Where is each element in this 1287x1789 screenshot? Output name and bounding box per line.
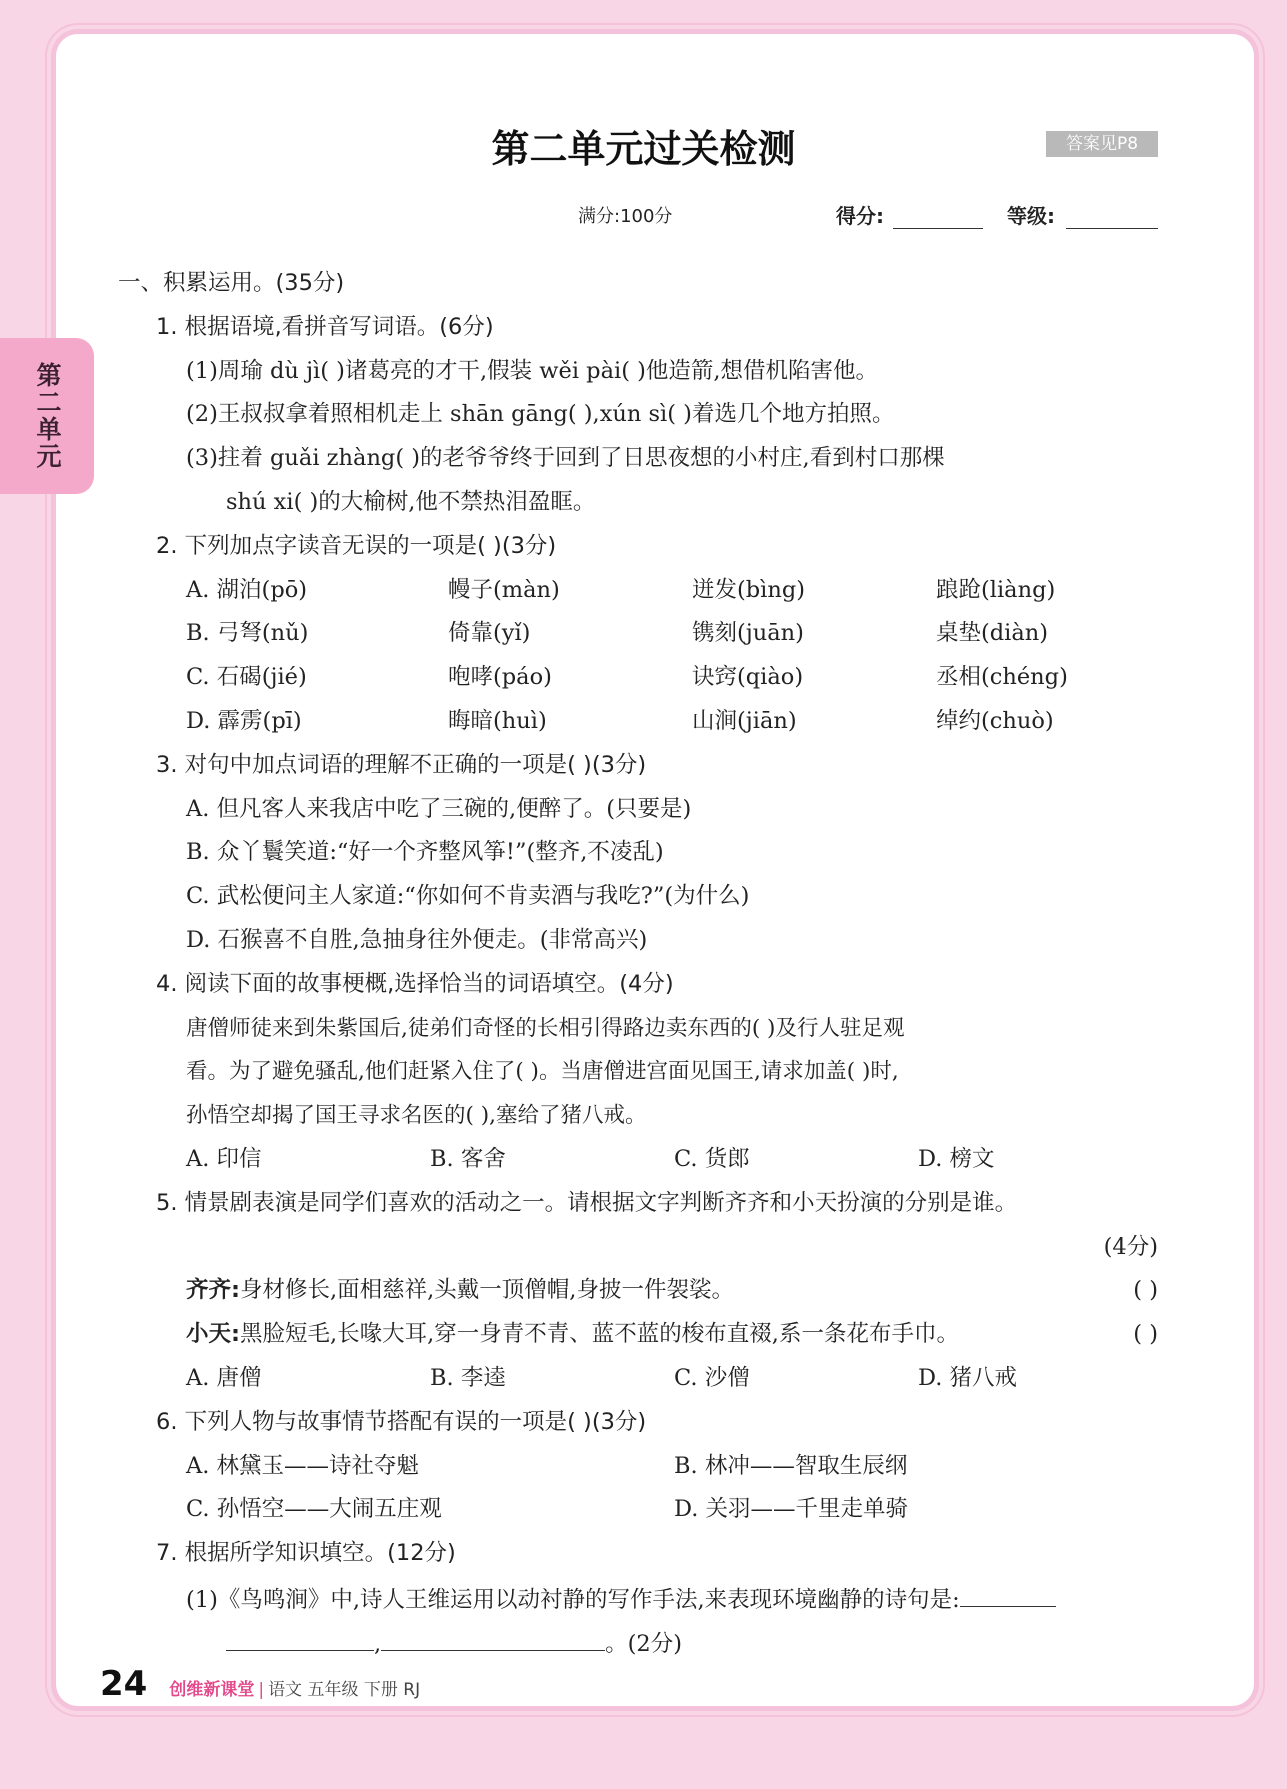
question-1-line: (1)周瑜 dù jì( )诸葛亮的才干,假装 wěi pài( )他造箭,想借机陷害他。 xyxy=(186,357,879,384)
question-6-option-row xyxy=(118,1488,1158,1532)
question-2-option-row xyxy=(118,569,1158,613)
option-cell: C. 货郎 xyxy=(674,1145,750,1172)
question-4-options xyxy=(118,1138,1158,1182)
score-row xyxy=(0,200,1287,234)
option-cell: D. 关羽——千里走单骑 xyxy=(674,1496,909,1523)
question-5-qiqi-row xyxy=(118,1269,1158,1313)
footer-separator: | xyxy=(258,1680,265,1700)
question-2-option-row xyxy=(118,612,1158,656)
question-2-option-row xyxy=(118,700,1158,744)
answer-blank[interactable] xyxy=(226,1620,374,1651)
option-cell: 诀窍(qiào) xyxy=(692,664,804,691)
option-cell: 倚靠(yǐ) xyxy=(448,620,531,647)
question-1-line: (3)拄着 guǎi zhàng( )的老爷爷终于回到了日思夜想的小村庄,看到村口那棵 xyxy=(186,445,945,472)
option-cell: A. 林黛玉——诗社夺魁 xyxy=(186,1452,420,1479)
question-3-option: C. 武松便问主人家道:“你如何不肯卖酒与我吃?”(为什么) xyxy=(186,883,750,910)
qiqi-label: 齐齐: xyxy=(186,1277,240,1304)
option-cell: D. 霹雳(pī) xyxy=(186,707,302,734)
full-score-label: 满分:100分 xyxy=(578,206,673,227)
question-5-options xyxy=(118,1357,1158,1401)
question-4-story-line: 孙悟空却揭了国王寻求名医的( ),塞给了猪八戒。 xyxy=(186,1103,647,1129)
question-7-end: 。(2分) xyxy=(605,1630,683,1657)
option-cell: 踉跄(liàng) xyxy=(936,576,1056,603)
answer-blank[interactable] xyxy=(960,1576,1056,1607)
option-cell: C. 石碣(jié) xyxy=(186,664,307,691)
question-6-option-row xyxy=(118,1445,1158,1489)
qiqi-answer-blank[interactable]: ( ) xyxy=(1133,1277,1158,1304)
option-cell: C. 孙悟空——大闹五庄观 xyxy=(186,1496,442,1523)
option-cell: 山涧(jiān) xyxy=(692,707,797,734)
answer-blank[interactable] xyxy=(381,1620,605,1651)
option-cell: A. 唐僧 xyxy=(186,1364,262,1391)
question-5-stem: 5. 情景剧表演是同学们喜欢的活动之一。请根据文字判断齐齐和小天扮演的分别是谁。 xyxy=(156,1189,1018,1216)
option-cell: B. 林冲——智取生辰纲 xyxy=(674,1452,908,1479)
exam-content xyxy=(118,262,1158,1664)
xiaotian-label: 小天: xyxy=(186,1321,240,1348)
question-7-stem: 7. 根据所学知识填空。(12分) xyxy=(156,1540,456,1567)
option-cell: B. 李逵 xyxy=(430,1364,506,1391)
option-cell: D. 榜文 xyxy=(918,1145,995,1172)
option-cell: B. 客舍 xyxy=(430,1145,506,1172)
question-2-stem: 2. 下列加点字读音无误的一项是( )(3分) xyxy=(156,532,557,559)
option-cell: A. 印信 xyxy=(186,1145,262,1172)
page-footer xyxy=(100,1664,420,1704)
question-5-points: (4分) xyxy=(1103,1233,1158,1260)
question-4-stem: 4. 阅读下面的故事梗概,选择恰当的词语填空。(4分) xyxy=(156,970,674,997)
question-4-story-line: 唐僧师徒来到朱紫国后,徒弟们奇怪的长相引得路边卖东西的( )及行人驻足观 xyxy=(186,1015,905,1041)
brand-name: 创维新课堂 xyxy=(169,1680,255,1700)
question-3-stem: 3. 对句中加点词语的理解不正确的一项是( )(3分) xyxy=(156,751,647,778)
option-cell: D. 猪八戒 xyxy=(918,1364,1018,1391)
question-7-line xyxy=(118,1576,1158,1620)
comma: , xyxy=(374,1630,382,1657)
question-3-option: D. 石猴喜不自胜,急抽身往外便走。(非常高兴) xyxy=(186,926,648,953)
book-info: 语文 五年级 下册 RJ xyxy=(268,1680,421,1700)
question-5-points-row xyxy=(118,1226,1158,1270)
grade-label: 等级: xyxy=(1007,204,1055,228)
question-3-option: B. 众丫鬟笑道:“好一个齐整风筝!”(整齐,不凌乱) xyxy=(186,839,664,866)
question-1-stem: 1. 根据语境,看拼音写词语。(6分) xyxy=(156,313,494,340)
question-1-line: (2)王叔叔拿着照相机走上 shān gāng( ),xún sì( )着选几个地方拍照。 xyxy=(186,401,895,428)
question-5-xiaotian-row xyxy=(118,1313,1158,1357)
option-cell: A. 湖泊(pō) xyxy=(186,576,308,603)
option-cell: 桌垫(diàn) xyxy=(936,620,1049,647)
xiaotian-answer-blank[interactable]: ( ) xyxy=(1133,1321,1158,1348)
option-cell: 迸发(bìng) xyxy=(692,576,806,603)
option-cell: 丞相(chéng) xyxy=(936,664,1068,691)
option-cell: 幔子(màn) xyxy=(448,576,560,603)
question-6-stem: 6. 下列人物与故事情节搭配有误的一项是( )(3分) xyxy=(156,1408,647,1435)
unit-side-tab xyxy=(0,338,94,494)
answer-reference-tag: 答案见P8 xyxy=(1046,131,1158,157)
page-title: 第二单元过关检测 xyxy=(491,127,796,171)
question-1-line: shú xi( )的大榆树,他不禁热泪盈眶。 xyxy=(226,488,596,515)
qiqi-description: 身材修长,面相慈祥,头戴一顶僧帽,身披一件袈裟。 xyxy=(240,1277,734,1304)
grade-blank[interactable] xyxy=(1066,200,1158,229)
option-cell: 镌刻(juān) xyxy=(692,620,804,647)
option-cell: 晦暗(huì) xyxy=(448,707,547,734)
score-label: 得分: xyxy=(836,204,884,228)
xiaotian-description: 黑脸短毛,长喙大耳,穿一身青不青、蓝不蓝的梭布直裰,系一条花布手巾。 xyxy=(240,1321,959,1348)
option-cell: B. 弓弩(nǔ) xyxy=(186,620,309,647)
question-7-line xyxy=(118,1620,1158,1664)
unit-side-tab-label: 第二单元 xyxy=(33,362,62,470)
section-heading: 一、积累运用。(35分) xyxy=(118,270,345,296)
question-3-option: A. 但凡客人来我店中吃了三碗的,便醉了。(只要是) xyxy=(186,795,692,822)
question-2-option-row xyxy=(118,656,1158,700)
question-4-story-line: 看。为了避免骚乱,他们赶紧入住了( )。当唐僧进宫面见国王,请求加盖( )时, xyxy=(186,1059,899,1085)
option-cell: C. 沙僧 xyxy=(674,1364,750,1391)
question-7-prompt: (1)《鸟鸣涧》中,诗人王维运用以动衬静的写作手法,来表现环境幽静的诗句是: xyxy=(186,1586,960,1613)
option-cell: 咆哮(páo) xyxy=(448,664,552,691)
option-cell: 绰约(chuò) xyxy=(936,707,1054,734)
score-blank[interactable] xyxy=(893,200,983,229)
page-number: 24 xyxy=(100,1664,148,1704)
